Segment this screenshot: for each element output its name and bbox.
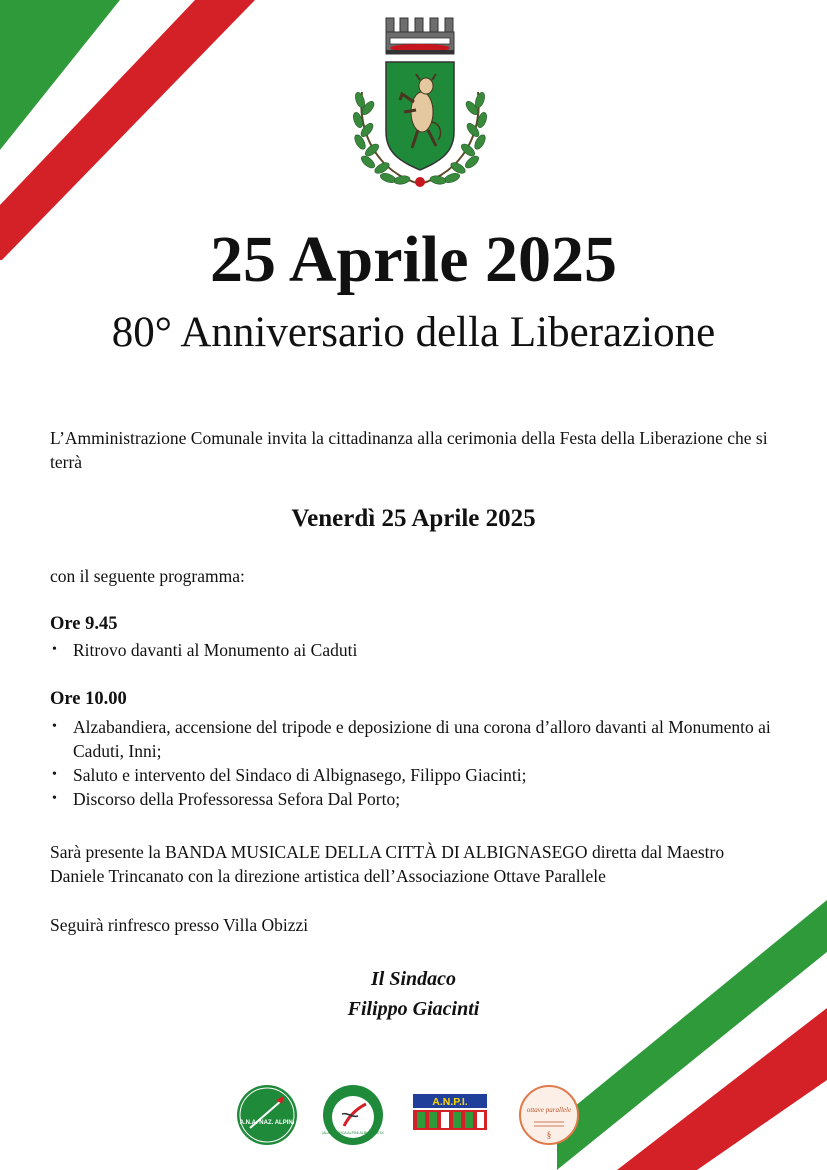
schedule-list-1 — [50, 638, 790, 662]
signature-name: Filippo Giacinti — [347, 998, 480, 1020]
schedule-item: • Discorso della Professoressa Sefora Dal Porto; — [50, 787, 790, 811]
schedule-item: • Alzabandiera, accensione del tripode e deposizione di una corona d’alloro davanti al Monumento ai Caduti, Inni; — [50, 715, 790, 763]
schedule-list-2 — [50, 715, 790, 811]
crown-icon — [386, 18, 454, 54]
band-note: Sarà presente la BANDA MUSICALE DELLA CITTÀ DI ALBIGNASEGO diretta dal Maestro Daniele Trincanato con la direzione artistica dell’Associazione Ottave Parallele — [50, 842, 725, 886]
ottave-logo-text: ottave parallele — [526, 1106, 572, 1114]
event-date-heading: Venerdì 25 Aprile 2025 — [291, 505, 536, 532]
schedule-time-1: Ore 9.45 — [50, 614, 118, 634]
schedule-item: • Ritrovo davanti al Monumento ai Caduti — [50, 638, 790, 662]
tricolor-band-bottom-right — [557, 900, 827, 1170]
schedule-item: • Saluto e intervento del Sindaco di Albignasego, Filippo Giacinti; — [50, 763, 790, 787]
schedule-time-2: Ore 10.00 — [50, 689, 127, 709]
municipal-crest-emblem — [342, 12, 496, 198]
anpi-logo — [413, 1094, 487, 1130]
ottave-parallele-logo — [518, 1084, 580, 1146]
anpi-logo-text: A.N.P.I. — [432, 1096, 468, 1108]
sala-storica-alpini-logo — [322, 1084, 384, 1146]
intro-paragraph: L’Amministrazione Comunale invita la cittadinanza alla cerimonia della Festa della Liberazione che si terrà — [50, 428, 768, 472]
page-subtitle: 80° Anniversario della Liberazione — [111, 309, 716, 356]
program-intro: con il seguente programma: — [50, 566, 245, 586]
page-title: 25 Aprile 2025 — [210, 223, 617, 296]
svg-text:§: § — [546, 1130, 552, 1140]
sala-logo-text: SALA STORICA ALPINI ALBIGNASEGO — [322, 1131, 384, 1135]
ana-logo-text: A.N.A. NAZ. ALPINI — [239, 1120, 295, 1126]
tricolor-band-top-left — [0, 0, 260, 260]
ana-alpini-logo — [236, 1084, 298, 1146]
signature-role: Il Sindaco — [370, 968, 457, 990]
refreshment-note: Seguirà rinfresco presso Villa Obizzi — [50, 915, 309, 935]
